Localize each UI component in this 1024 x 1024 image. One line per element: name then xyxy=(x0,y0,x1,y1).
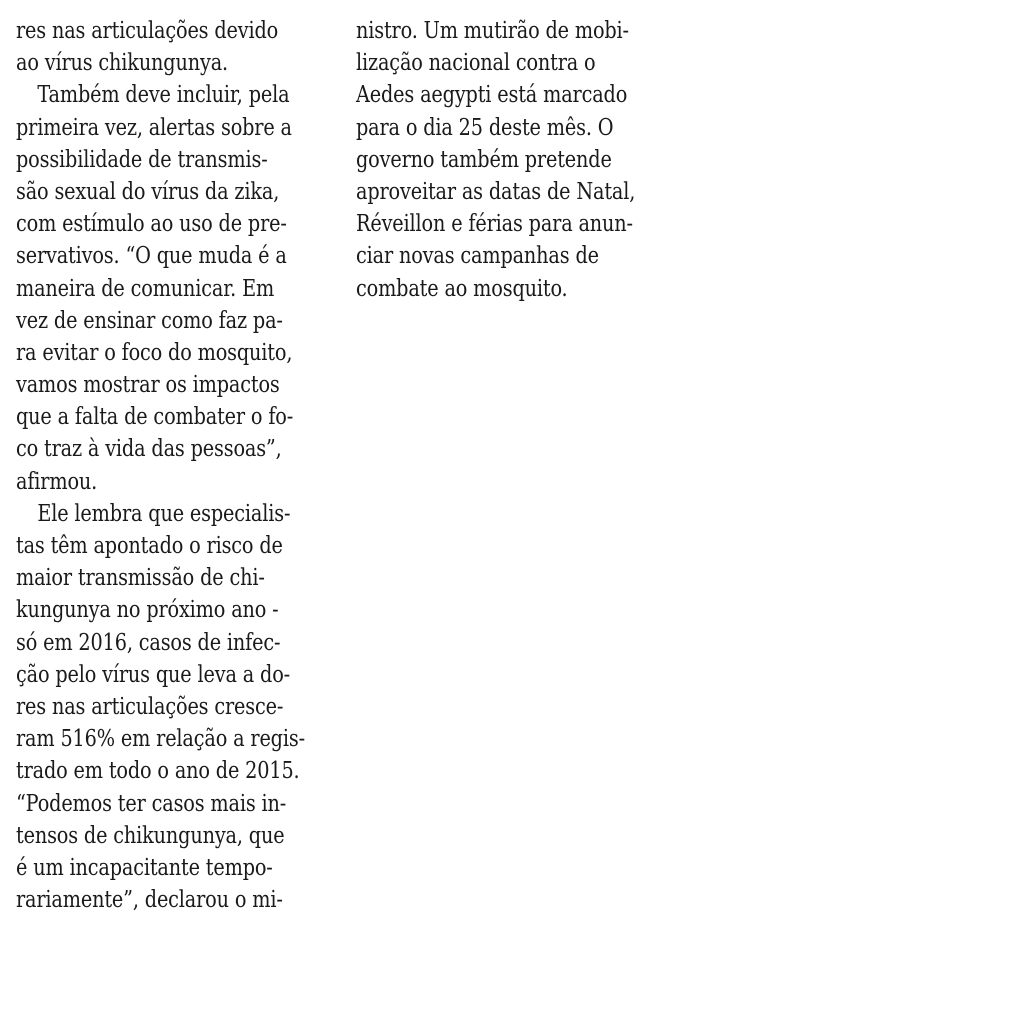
text-line: para o dia 25 deste mês. O xyxy=(356,112,614,141)
text-line: só em 2016, casos de infec- xyxy=(16,627,281,656)
text-line: são sexual do vírus da zika, xyxy=(16,176,280,205)
text-line: afirmou. xyxy=(16,466,98,495)
text-line: é um incapacitante tempo- xyxy=(16,852,273,881)
text-line: co traz à vida das pessoas”, xyxy=(16,434,282,463)
text-line: Ele lembra que especialis- xyxy=(37,498,291,527)
text-line: ao vírus chikungunya. xyxy=(16,48,228,77)
article-column-left xyxy=(16,14,326,915)
text-line: com estímulo ao uso de pre- xyxy=(16,209,287,238)
text-line: ra evitar o foco do mosquito, xyxy=(16,337,293,366)
text-line: Também deve incluir, pela xyxy=(37,80,290,109)
text-line: primeira vez, alertas sobre a xyxy=(16,112,292,141)
text-line: vez de ensinar como faz pa- xyxy=(16,305,283,334)
text-line: kungunya no próximo ano - xyxy=(16,595,279,624)
text-line: ram 516% em relação a regis- xyxy=(16,724,305,753)
article-body xyxy=(16,14,676,1010)
article-column-right xyxy=(356,14,676,304)
text-line: ciar novas campanhas de xyxy=(356,241,599,270)
text-line: maior transmissão de chi- xyxy=(16,563,265,592)
text-line: res nas articulações devido xyxy=(16,16,279,44)
text-line: “Podemos ter casos mais in- xyxy=(16,788,287,817)
text-line: que a falta de combater o fo- xyxy=(16,402,294,431)
text-line: ção pelo vírus que leva a do- xyxy=(16,659,290,688)
text-line: tas têm apontado o risco de xyxy=(16,531,283,559)
text-line: aproveitar as datas de Natal, xyxy=(356,176,636,205)
text-line: maneira de comunicar. Em xyxy=(16,273,275,302)
text-line: possibilidade de transmis- xyxy=(16,144,268,173)
text-line: Réveillon e férias para anun- xyxy=(356,209,633,238)
text-line: servativos. “O que muda é a xyxy=(16,241,287,270)
text-line: Aedes aegypti está marcado xyxy=(356,80,628,109)
text-line: tensos de chikungunya, que xyxy=(16,820,285,849)
text-line: nistro. Um mutirão de mobi- xyxy=(356,16,629,44)
text-line: trado em todo o ano de 2015. xyxy=(16,756,300,785)
text-line: rariamente”, declarou o mi- xyxy=(16,885,283,914)
text-line: vamos mostrar os impactos xyxy=(16,370,280,399)
text-line: governo também pretende xyxy=(356,144,612,173)
text-line: lização nacional contra o xyxy=(356,48,596,77)
text-line: combate ao mosquito. xyxy=(356,273,568,302)
text-line: res nas articulações cresce- xyxy=(16,691,284,720)
